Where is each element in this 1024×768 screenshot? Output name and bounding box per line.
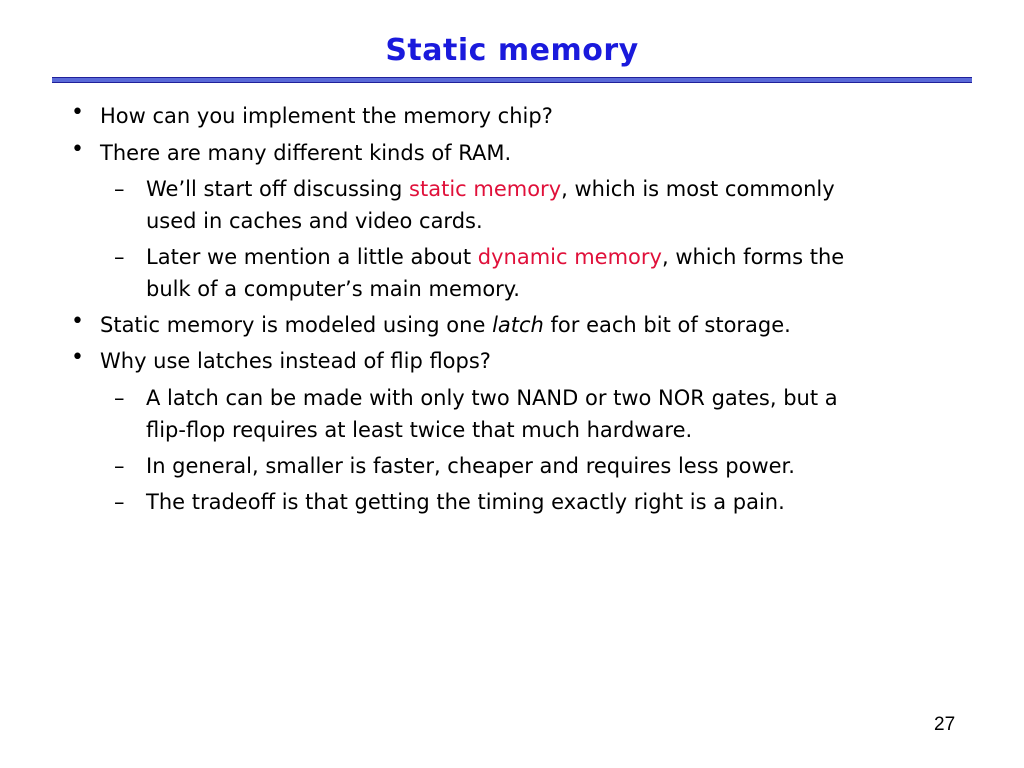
- title-divider: [52, 77, 972, 83]
- dash-marker: –: [114, 177, 125, 201]
- bullet-item: [71, 137, 512, 169]
- bullet-text: Why use latches instead of flip flops?: [100, 349, 491, 373]
- bullet-marker: •: [71, 100, 84, 125]
- bullet-text: There are many different kinds of RAM.: [100, 141, 512, 165]
- sub-bullet-text: , which forms the: [661, 245, 845, 269]
- bullet-item: [71, 100, 553, 132]
- page-number: 27: [934, 714, 956, 735]
- sub-bullet-text: We’ll start off discussing: [146, 177, 410, 201]
- sub-bullet-text: , which is most commonly: [561, 177, 835, 201]
- sub-bullet-item: [114, 241, 845, 305]
- sub-bullet-text: In general, smaller is faster, cheaper and requires less power.: [146, 454, 795, 478]
- sub-bullet-line: [146, 241, 844, 273]
- sub-bullet-text: The tradeoff is that getting the timing exactly right is a pain.: [146, 490, 785, 514]
- dash-marker: –: [114, 454, 125, 478]
- sub-bullet-item: [114, 486, 785, 518]
- dash-marker: –: [114, 245, 125, 269]
- highlight-dynamic-memory: dynamic memory: [477, 245, 662, 269]
- sub-bullet-line: used in caches and video cards.: [146, 209, 483, 233]
- sub-bullet-item: [114, 450, 795, 482]
- bullet-marker: •: [71, 137, 84, 162]
- dash-marker: –: [114, 386, 125, 410]
- bullet-text: Static memory is modeled using one: [100, 313, 493, 337]
- bullet-marker: •: [71, 309, 84, 334]
- bullet-marker: •: [71, 345, 84, 370]
- sub-bullet-line: [146, 173, 835, 205]
- sub-bullet-line: flip-flop requires at least twice that much hardware.: [146, 418, 693, 442]
- sub-bullet-item: [114, 382, 838, 446]
- bullet-item: [71, 345, 491, 377]
- sub-bullet-line: bulk of a computer’s main memory.: [146, 277, 520, 301]
- slide-title: Static memory: [385, 33, 639, 68]
- dash-marker: –: [114, 490, 125, 514]
- emphasis-latch: latch: [492, 313, 544, 337]
- sub-bullet-text: Later we mention a little about: [146, 245, 478, 269]
- sub-bullet-line: A latch can be made with only two NAND or two NOR gates, but a: [146, 386, 838, 410]
- bullet-text: for each bit of storage.: [543, 313, 791, 337]
- sub-bullet-item: [114, 173, 835, 237]
- bullet-text: How can you implement the memory chip?: [100, 104, 553, 128]
- highlight-static-memory: static memory: [409, 177, 562, 201]
- bullet-item: [71, 309, 791, 341]
